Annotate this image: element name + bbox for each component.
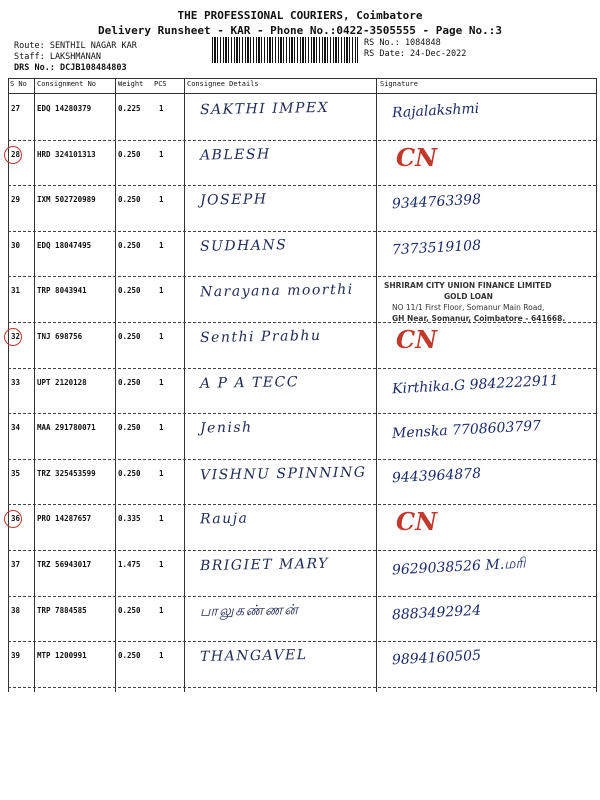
row-consignee-handwritten: JOSEPH [199,191,268,209]
row-weight: 0.250 [118,377,141,387]
cn-red-mark: CN [396,142,438,172]
row-pcs: 1 [159,468,164,478]
row-divider [8,687,596,688]
row-sno: 29 [11,195,21,205]
cn-red-mark: CN [396,507,438,537]
col-border [8,78,9,692]
row-signature: 9443964878 [391,465,482,487]
row-consignment-no: PRO 14287657 [37,514,92,524]
red-circle-mark [4,510,22,528]
row-consignment-no: EDQ 18047495 [37,240,92,250]
company-title: THE PROFESSIONAL COURIERS, Coimbatore [177,9,423,22]
row-signature: 8883492924 [391,602,482,623]
row-weight: 0.335 [118,514,141,524]
row-pcs: 1 [159,332,164,341]
row-signature: Menska 7708603797 [391,418,542,443]
row-sno: 33 [11,377,21,387]
row-pcs: 1 [159,560,164,569]
row-consignee-handwritten: VISHNU SPINNING [199,464,367,484]
row-weight: 0.250 [118,468,141,478]
col-border [115,78,116,692]
row-divider [8,504,596,505]
row-pcs: 1 [159,377,164,387]
header-bottom-border [8,93,596,94]
row-divider [8,413,596,414]
row-sno: 30 [11,240,21,250]
row-weight: 0.250 [118,423,141,433]
col-border [34,78,35,692]
row-sno: 37 [11,560,21,569]
row-sno: 39 [11,651,21,661]
row-consignment-no: MAA 291780071 [37,423,96,433]
row-consignee-handwritten: SAKTHI IMPEX [199,99,330,119]
row-sno: 27 [11,104,21,113]
row-weight: 0.250 [118,286,141,296]
row-weight: 1.475 [118,560,141,569]
row-consignee-handwritten: BRIGIET MARY [199,555,330,575]
row-pcs: 1 [159,514,164,524]
staff-label: Staff: LAKSHMANAN [14,52,101,62]
row-consignee-handwritten: SUDHANS [199,237,288,255]
red-circle-mark [4,146,22,164]
row-sno: 35 [11,468,21,478]
row-pcs: 1 [159,149,164,159]
row-pcs: 1 [159,195,164,205]
row-pcs: 1 [159,651,164,661]
row-divider [8,231,596,232]
row-consignee-handwritten: Rauja [199,510,249,528]
drs-number: DRS No.: DCJB108484803 [14,63,127,73]
cn-red-mark: CN [396,325,438,354]
row-weight: 0.225 [118,104,141,113]
row-consignee-handwritten: ABLESH [199,145,271,164]
row-consignment-no: TRZ 56943017 [37,560,92,569]
row-consignment-no: EDQ 14280379 [37,104,92,113]
row-pcs: 1 [159,423,164,433]
row-sno: 38 [11,605,21,615]
row-weight: 0.250 [118,240,141,250]
row-signature: Rajalakshmi [391,100,480,122]
row-consignment-no: TRZ 325453599 [37,468,96,478]
row-divider [8,550,596,551]
col-header-consignee: Consignee Details [187,80,259,88]
col-header-consignment: Consignment No [37,80,97,88]
row-signature: 7373519108 [391,237,482,259]
col-header-signature: Signature [380,80,418,88]
row-sno: 32 [11,332,21,341]
col-header-pcs: PCS [154,80,167,88]
row-weight: 0.250 [118,195,141,205]
row-signature: 9344763398 [391,191,482,213]
row-weight: 0.250 [118,149,141,159]
row-weight: 0.250 [118,332,141,341]
row-consignment-no: MTP 1200991 [37,651,87,661]
row-sno: 36 [11,514,21,524]
col-border [376,78,377,692]
col-border [184,78,185,692]
row-divider [8,596,596,597]
row-divider [8,140,596,141]
col-border [596,78,597,692]
stamp-line: GOLD LOAN [444,292,493,301]
row-consignee-handwritten: A P A TECC [199,373,300,392]
row-consignment-no: UPT 2120128 [37,377,87,387]
stamp-line: GH Near, Somanur, Coimbatore - 641668. [392,314,566,323]
col-header-sno: S No [10,80,27,88]
row-pcs: 1 [159,286,164,296]
row-consignee-handwritten: Narayana moorthi [199,282,354,301]
row-pcs: 1 [159,605,164,615]
row-divider [8,641,596,642]
row-signature: Kirthika.G 9842222911 [391,372,560,397]
row-consignment-no: HRD 324101313 [37,149,96,159]
row-consignment-no: TNJ 698756 [37,332,83,341]
row-weight: 0.250 [118,605,141,615]
rs-number: RS No.: 1084848 [364,38,441,48]
row-divider [8,459,596,460]
row-consignment-no: TRP 8043941 [37,286,87,296]
row-weight: 0.250 [118,651,141,661]
row-divider [8,185,596,186]
rs-date: RS Date: 24-Dec-2022 [364,49,467,59]
runsheet-subtitle: Delivery Runsheet - KAR - Phone No.:0422-3505555 - Page No.:3 [98,24,502,37]
row-sno: 28 [11,149,21,159]
col-header-weight: Weight [118,80,144,88]
row-consignment-no: TRP 7884585 [37,605,87,615]
red-circle-mark [4,328,22,346]
row-signature: 9894160505 [391,647,482,669]
stamp-line: NO 11/1 First Floor, Somanur Main Road, [392,303,545,312]
row-signature: 9629038526 M.மரி [391,555,526,579]
row-pcs: 1 [159,104,164,113]
barcode [212,37,358,63]
stamp-line: SHRIRAM CITY UNION FINANCE LIMITED [384,281,552,290]
row-consignee-handwritten: Jenish [199,419,253,437]
row-sno: 34 [11,423,21,433]
row-consignee-handwritten: பாலுகண்ணன் [199,601,300,620]
row-divider [8,276,596,277]
table-top-border [8,78,596,79]
row-pcs: 1 [159,240,164,250]
route-label: Route: SENTHIL NAGAR KAR [14,41,137,51]
row-sno: 31 [11,286,21,296]
row-consignee-handwritten: THANGAVEL [199,647,308,666]
row-divider [8,368,596,369]
company-stamp [384,280,592,324]
row-consignment-no: IXM 502720989 [37,195,96,205]
row-consignee-handwritten: Senthi Prabhu [199,327,322,347]
